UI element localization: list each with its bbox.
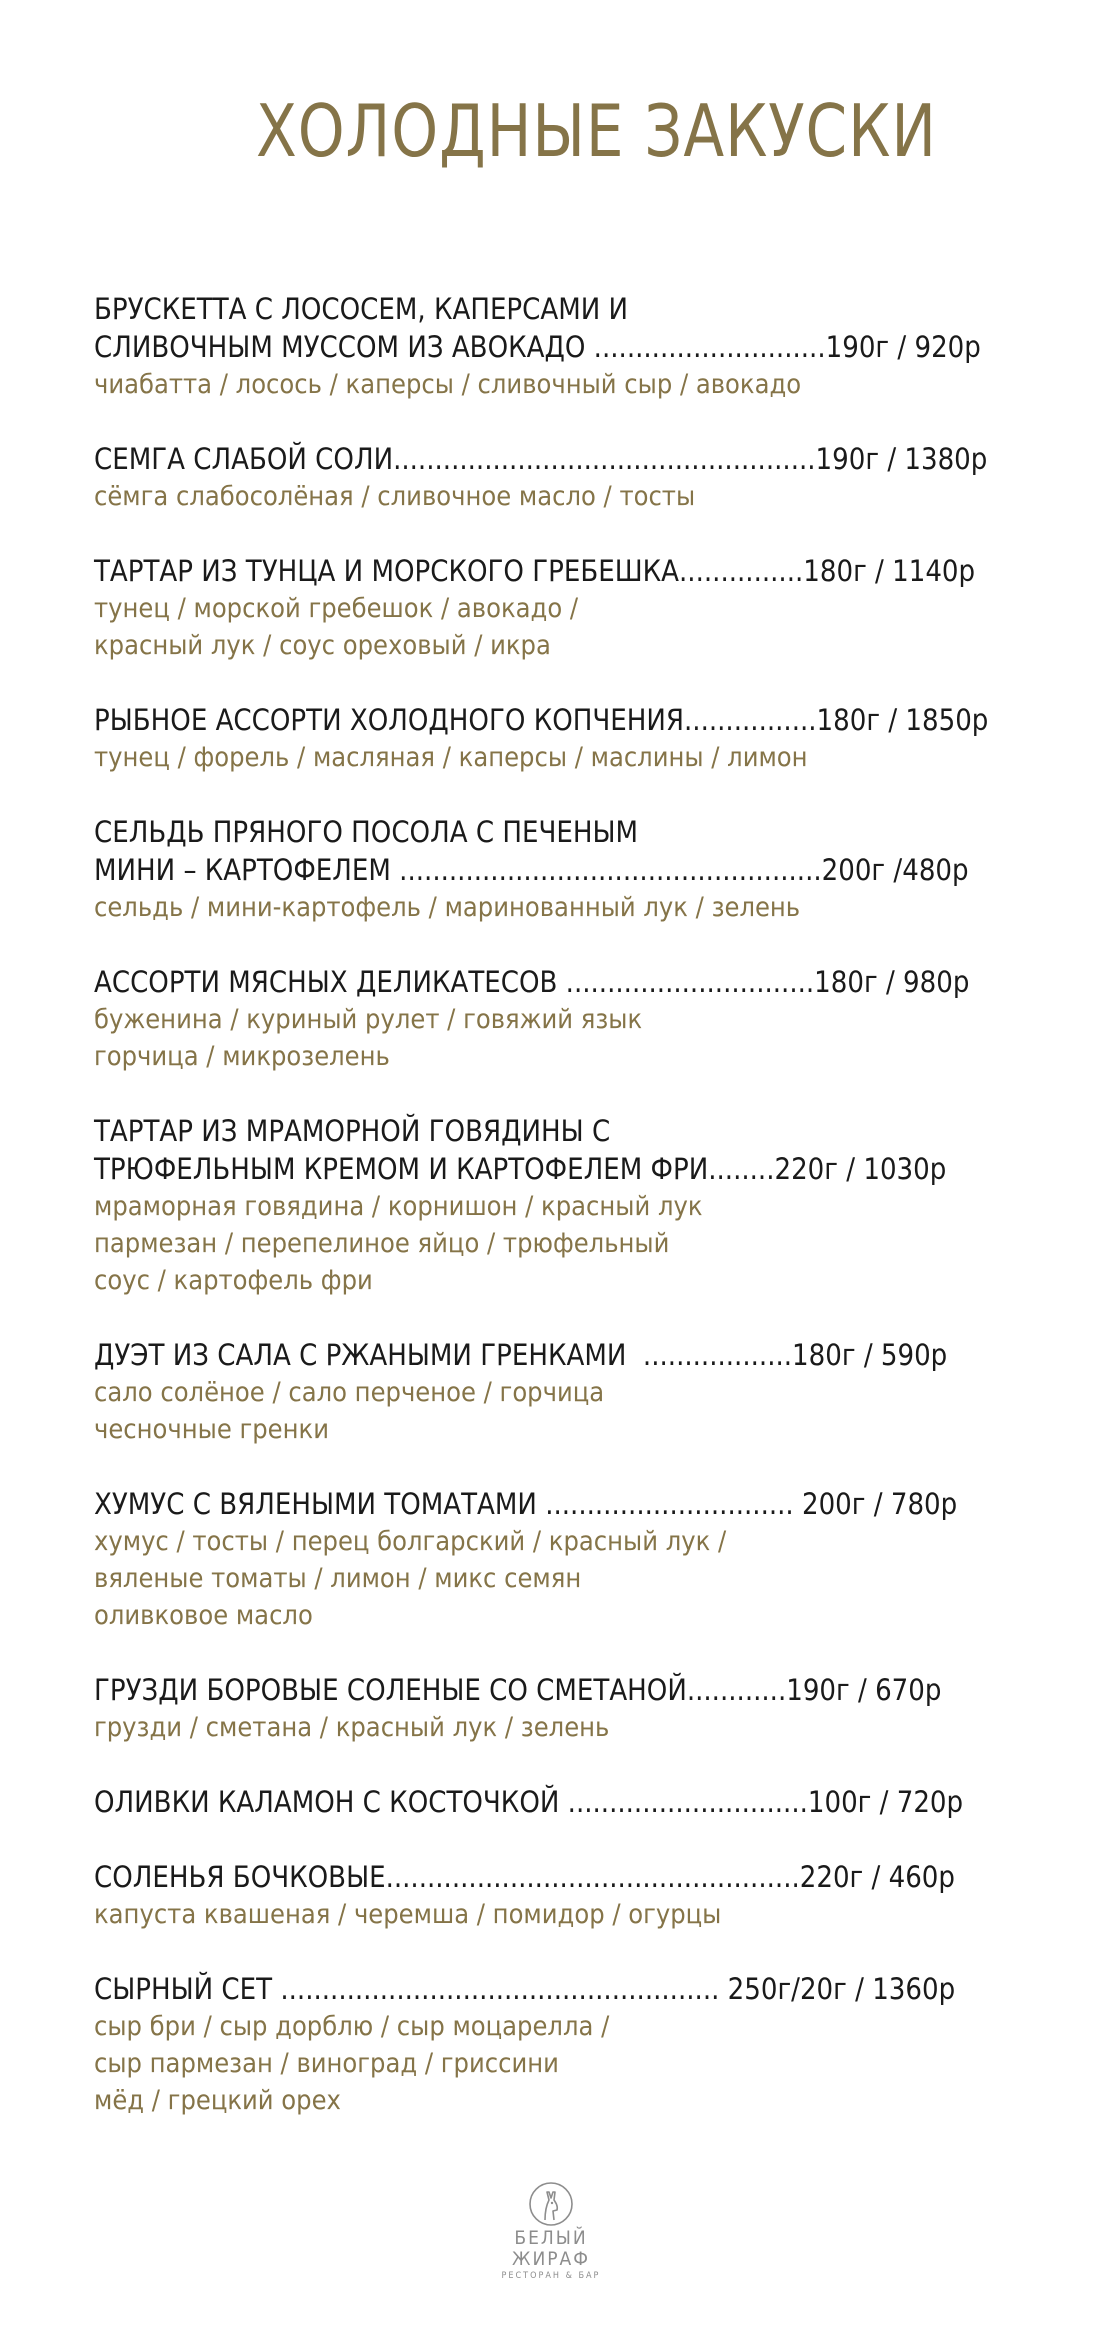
item-name: ТРЮФЕЛЬНЫМ КРЕМОМ И КАРТОФЕЛЕМ ФРИ........220г / 1030р: [94, 1152, 947, 1186]
item-description: горчица / микрозелень: [94, 1041, 390, 1072]
item-name: РЫБНОЕ АССОРТИ ХОЛОДНОГО КОПЧЕНИЯ................180г / 1850р: [94, 703, 989, 737]
menu-item: [94, 1112, 1024, 1299]
item-description: пармезан / перепелиное яйцо / трюфельный: [94, 1228, 670, 1259]
item-name: СОЛЕНЬЯ БОЧКОВЫЕ..................................................220г / 460р: [94, 1860, 955, 1894]
restaurant-logo: [476, 2180, 626, 2283]
item-description: сельдь / мини-картофель / маринованный лук / зелень: [94, 892, 801, 923]
item-description: сёмга слабосолёная / сливочное масло / тосты: [94, 481, 696, 512]
logo-line-1: БЕЛЫЙ: [514, 2227, 588, 2249]
item-description: грузди / сметана / красный лук / зелень: [94, 1712, 610, 1743]
item-description: вяленые томаты / лимон / микс семян: [94, 1563, 582, 1594]
logo-subtitle: РЕСТОРАН & БАР: [501, 2271, 601, 2281]
item-description: капуста квашеная / черемша / помидор / огурцы: [94, 1899, 722, 1930]
item-name: СЕЛЬДЬ ПРЯНОГО ПОСОЛА С ПЕЧЕНЫМ: [94, 815, 638, 849]
item-description: сыр бри / сыр дорблю / сыр моцарелла /: [94, 2011, 610, 2042]
item-name: АССОРТИ МЯСНЫХ ДЕЛИКАТЕСОВ ..............................180г / 980р: [94, 965, 970, 999]
menu-item: [94, 1858, 1024, 1933]
item-description: хумус / тосты / перец болгарский / красный лук /: [94, 1526, 727, 1557]
menu-item: [94, 1336, 1024, 1448]
item-name: СЛИВОЧНЫМ МУССОМ ИЗ АВОКАДО ............................190г / 920р: [94, 330, 981, 364]
menu-item: [94, 963, 1024, 1075]
item-name: ХУМУС С ВЯЛЕНЫМИ ТОМАТАМИ .............................. 200г / 780р: [94, 1487, 958, 1521]
item-name: МИНИ – КАРТОФЕЛЕМ ...................................................200г /480р: [94, 853, 969, 887]
item-name: ОЛИВКИ КАЛАМОН С КОСТОЧКОЙ .............................100г / 720р: [94, 1785, 964, 1819]
menu-list: [94, 290, 1024, 2156]
item-description: соус / картофель фри: [94, 1265, 373, 1296]
item-name: ТАРТАР ИЗ МРАМОРНОЙ ГОВЯДИНЫ С: [94, 1114, 611, 1148]
menu-item: [94, 701, 1024, 776]
menu-item: [94, 1783, 1024, 1821]
item-description: красный лук / соус ореховый / икра: [94, 630, 551, 661]
menu-item: [94, 813, 1024, 926]
menu-item: [94, 1671, 1024, 1746]
item-description: буженина / куриный рулет / говяжий язык: [94, 1004, 643, 1035]
item-name: СЕМГА СЛАБОЙ СОЛИ...................................................190г / 1380р: [94, 442, 988, 476]
item-name: ДУЭТ ИЗ САЛА С РЖАНЫМИ ГРЕНКАМИ ..................180г / 590р: [94, 1338, 948, 1372]
item-description: сало солёное / сало перченое / горчица: [94, 1377, 605, 1408]
menu-item: [94, 290, 1024, 403]
item-name: ГРУЗДИ БОРОВЫЕ СОЛЕНЫЕ СО СМЕТАНОЙ............190г / 670р: [94, 1673, 942, 1707]
giraffe-head-icon: [527, 2180, 575, 2228]
item-name: ТАРТАР ИЗ ТУНЦА И МОРСКОГО ГРЕБЕШКА...............180г / 1140р: [94, 554, 976, 588]
item-description: тунец / форель / масляная / каперсы / маслины / лимон: [94, 742, 808, 773]
item-name: СЫРНЫЙ СЕТ ..................................................... 250г/20г / 1360р: [94, 1972, 956, 2006]
item-description: чесночные гренки: [94, 1414, 329, 1445]
item-description: оливковое масло: [94, 1600, 313, 1631]
item-description: сыр пармезан / виноград / гриссини: [94, 2048, 559, 2079]
item-name: БРУСКЕТТА С ЛОСОСЕМ, КАПЕРСАМИ И: [94, 292, 629, 326]
page-title: ХОЛОДНЫЕ ЗАКУСКИ: [256, 89, 937, 173]
menu-item: [94, 1485, 1024, 1634]
menu-item: [94, 440, 1024, 515]
menu-item: [94, 552, 1024, 664]
logo-line-2: ЖИРАФ: [512, 2248, 590, 2270]
item-description: мраморная говядина / корнишон / красный лук: [94, 1191, 703, 1222]
item-description: тунец / морской гребешок / авокадо /: [94, 593, 579, 624]
item-description: чиабатта / лосось / каперсы / сливочный сыр / авокадо: [94, 369, 802, 400]
item-description: мёд / грецкий орех: [94, 2085, 341, 2116]
menu-item: [94, 1970, 1024, 2119]
